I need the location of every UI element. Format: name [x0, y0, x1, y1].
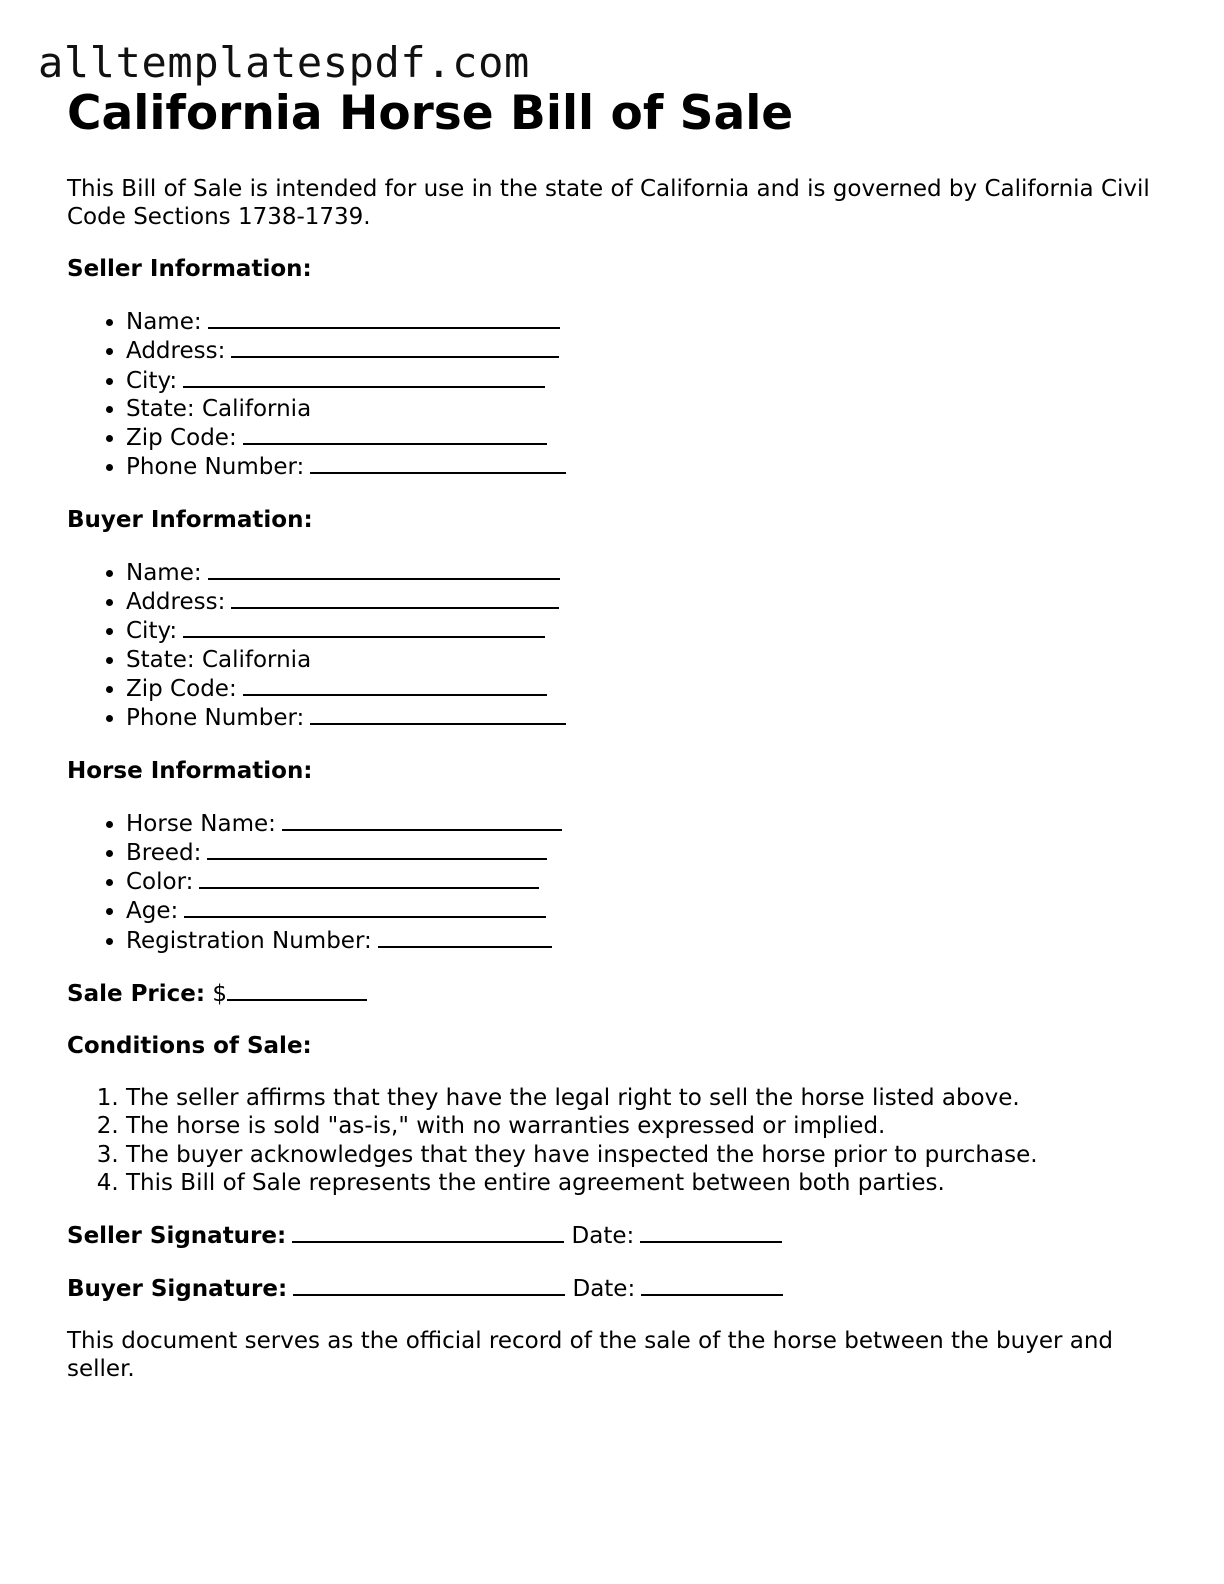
buyer-name-label: Name:	[126, 559, 202, 586]
buyer-city-label: City:	[126, 618, 178, 645]
horse-name-blank[interactable]	[282, 809, 562, 831]
horse-info-list	[67, 809, 1167, 955]
horse-age-label: Age:	[126, 898, 179, 925]
horse-color-blank[interactable]	[199, 867, 539, 889]
buyer-signature-blank[interactable]	[293, 1274, 565, 1296]
horse-registration-item	[126, 926, 1167, 955]
seller-date-label: Date:	[571, 1223, 635, 1250]
document-page	[67, 86, 1167, 1383]
buyer-section-heading: Buyer Information:	[67, 506, 313, 533]
watermark-text: alltemplatespdf.com	[38, 38, 530, 87]
buyer-phone-item	[126, 703, 1167, 732]
buyer-date-label: Date:	[572, 1276, 636, 1303]
document-title: California Horse Bill of Sale	[67, 86, 794, 141]
buyer-address-label: Address:	[126, 589, 226, 616]
horse-name-item	[126, 809, 1167, 838]
buyer-info-list	[67, 558, 1167, 733]
seller-name-blank[interactable]	[208, 307, 560, 329]
horse-color-label: Color:	[126, 869, 194, 896]
buyer-zip-item	[126, 674, 1167, 703]
buyer-signature-row	[67, 1274, 1167, 1303]
buyer-zip-blank[interactable]	[243, 674, 547, 696]
horse-breed-label: Breed:	[126, 839, 202, 866]
buyer-name-item	[126, 558, 1167, 587]
seller-city-blank[interactable]	[183, 366, 545, 388]
buyer-phone-label: Phone Number:	[126, 705, 305, 732]
seller-signature-label: Seller Signature:	[67, 1223, 287, 1250]
horse-registration-label: Registration Number:	[126, 927, 372, 954]
seller-state-item: • State: California	[126, 395, 1167, 423]
seller-address-blank[interactable]	[231, 336, 559, 358]
horse-section-heading: Horse Information:	[67, 757, 313, 784]
seller-phone-blank[interactable]	[310, 452, 566, 474]
seller-name-label: Name:	[126, 309, 202, 335]
seller-section-heading: Seller Information:	[67, 256, 312, 282]
seller-name-item	[126, 307, 1167, 336]
seller-zip-blank[interactable]	[243, 423, 547, 445]
buyer-state-item: • State: California	[126, 646, 1167, 674]
intro-paragraph: This Bill of Sale is intended for use in the state of California and is governed by California Civil Code Sections 1738-1739.	[67, 176, 1150, 230]
seller-city-item	[126, 366, 1167, 395]
seller-zip-item	[126, 423, 1167, 452]
horse-name-label: Horse Name:	[126, 810, 276, 837]
buyer-phone-blank[interactable]	[310, 703, 566, 725]
buyer-city-item	[126, 616, 1167, 645]
condition-item: 1. The seller affirms that they have the legal right to sell the horse listed above.	[126, 1084, 1167, 1112]
seller-city-label: City:	[126, 367, 178, 394]
seller-address-label: Address:	[126, 338, 226, 365]
horse-age-item	[126, 896, 1167, 925]
seller-signature-blank[interactable]	[292, 1221, 564, 1243]
sale-price-blank[interactable]	[227, 979, 367, 1001]
currency-symbol: $	[212, 981, 228, 1008]
seller-address-item	[126, 336, 1167, 365]
condition-item: 4. This Bill of Sale represents the entire agreement between both parties.	[126, 1169, 1167, 1197]
buyer-address-blank[interactable]	[231, 587, 559, 609]
buyer-city-blank[interactable]	[183, 616, 545, 638]
horse-color-item	[126, 867, 1167, 896]
conditions-list	[67, 1084, 1167, 1197]
horse-breed-blank[interactable]	[207, 838, 547, 860]
horse-registration-blank[interactable]	[378, 926, 552, 948]
seller-info-list	[67, 307, 1167, 482]
buyer-signature-label: Buyer Signature:	[67, 1276, 288, 1303]
sale-price-row	[67, 979, 1167, 1008]
seller-phone-item	[126, 452, 1167, 481]
seller-date-blank[interactable]	[640, 1221, 782, 1243]
conditions-section-heading: Conditions of Sale:	[67, 1033, 312, 1060]
buyer-name-blank[interactable]	[208, 558, 560, 580]
condition-item: 2. The horse is sold "as-is," with no warranties expressed or implied.	[126, 1112, 1167, 1140]
seller-zip-label: Zip Code:	[126, 425, 237, 452]
sale-price-label: Sale Price:	[67, 981, 206, 1008]
horse-breed-item	[126, 838, 1167, 867]
buyer-address-item	[126, 587, 1167, 616]
seller-phone-label: Phone Number:	[126, 454, 305, 481]
horse-age-blank[interactable]	[184, 896, 546, 918]
buyer-date-blank[interactable]	[641, 1274, 783, 1296]
condition-item: 3. The buyer acknowledges that they have inspected the horse prior to purchase.	[126, 1141, 1167, 1169]
seller-signature-row	[67, 1221, 1167, 1250]
closing-paragraph: This document serves as the official record of the sale of the horse between the buyer and seller.	[67, 1328, 1114, 1383]
buyer-zip-label: Zip Code:	[126, 675, 237, 702]
